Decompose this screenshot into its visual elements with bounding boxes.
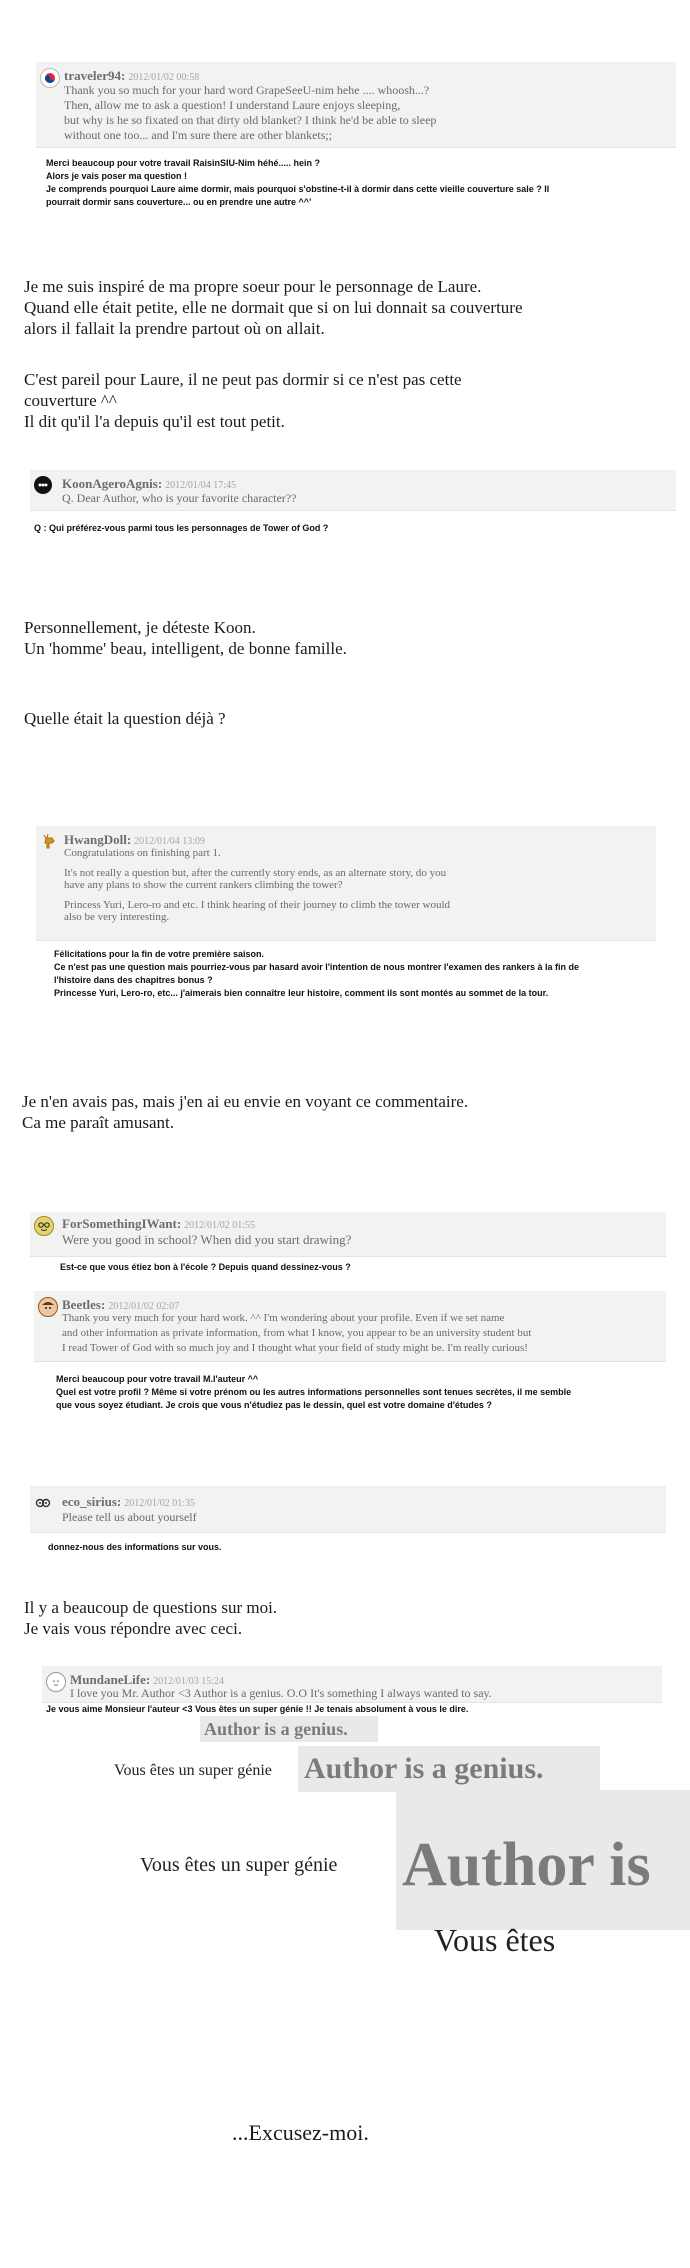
- comment-line: Please tell us about yourself: [62, 1510, 197, 1524]
- comment-date: 2012/01/02 01:55: [184, 1220, 256, 1231]
- comment-line: Thank you so much for your hard word GrapeSeeU-nim hehe .... whoosh...?: [64, 83, 430, 97]
- comment-card: [36, 62, 676, 148]
- narration-block: [24, 369, 462, 432]
- translation-line: Est-ce que vous étiez bon à l'école ? Depuis quand dessinez-vous ?: [60, 1262, 351, 1272]
- narration-block: [24, 617, 347, 659]
- narration-line: couverture ^^: [24, 391, 117, 410]
- comment-line: without one too... and I'm sure there are other blankets;;: [64, 128, 333, 142]
- comment-line: Then, allow me to ask a question! I understand Laure enjoys sleeping,: [64, 98, 401, 112]
- translation-line: Q : Qui préférez-vous parmi tous les personnages de Tower of God ?: [34, 523, 329, 533]
- blank-face-icon: [46, 1672, 66, 1692]
- narration-line: Quand elle était petite, elle ne dormait que si on lui donnait sa couverture: [24, 298, 523, 317]
- comment-line: but why is he so fixated on that dirty old blanket? I think he'd be able to sleep: [64, 113, 437, 127]
- comment-text: [64, 847, 450, 923]
- comment-translation: [34, 522, 328, 535]
- comment-translation: [48, 1541, 222, 1554]
- narration-block: [24, 708, 226, 729]
- comment-date: 2012/01/04 17:45: [165, 480, 236, 491]
- narration-line: C'est pareil pour Laure, il ne peut pas dormir si ce n'est pas cette: [24, 370, 462, 389]
- comment-date: 2012/01/02 02:07: [108, 1301, 180, 1312]
- comment-text: [62, 491, 296, 506]
- comment-line: Were you good in school? When did you start drawing?: [62, 1232, 352, 1247]
- comment-date: 2012/01/03 15:24: [153, 1676, 225, 1687]
- comment-line: Princess Yuri, Lero-ro and etc. I think hearing of their journey to climb the tower would: [64, 899, 451, 911]
- comment-line: I read Tower of God with so much joy and I thought what your field of study might be. I'm really curious!: [62, 1342, 528, 1354]
- eco-icon: [34, 1494, 52, 1512]
- deer-icon: [40, 832, 58, 850]
- narration-block: [24, 1597, 277, 1639]
- comment-card: [42, 1666, 662, 1703]
- comment-card: [30, 1486, 666, 1533]
- comment-username[interactable]: HwangDoll: 2012/01/04 13:09: [64, 832, 206, 847]
- translation-vous-etes: Vous êtes un super génie: [140, 1854, 338, 1876]
- narration-block: [22, 1091, 468, 1133]
- comment-card: [36, 826, 656, 941]
- comment-text: [62, 1510, 197, 1525]
- glasses-face-icon: [34, 1216, 54, 1236]
- comment-username[interactable]: MundaneLife: 2012/01/03 15:24: [70, 1672, 225, 1687]
- comment-line: [64, 891, 450, 899]
- comment-line: Q. Dear Author, who is your favorite character??: [62, 491, 297, 505]
- face-icon: [38, 1297, 58, 1317]
- narration-line: Personnellement, je déteste Koon.: [24, 618, 256, 637]
- narration-line: Il y a beaucoup de questions sur moi.: [24, 1598, 278, 1617]
- comment-text: [64, 83, 436, 143]
- translation-line: Félicitations pour la fin de votre première saison.: [54, 949, 265, 959]
- translation-line: Merci beaucoup pour votre travail M.l'auteur ^^: [56, 1374, 259, 1384]
- comment-username[interactable]: traveler94: 2012/01/02 00:58: [64, 68, 200, 83]
- narration-line: Je me suis inspiré de ma propre soeur pour le personnage de Laure.: [24, 277, 482, 296]
- genius-text: Author is a genius.: [204, 1719, 348, 1739]
- narration-block: [232, 2120, 369, 2146]
- translation-line: donnez-nous des informations sur vous.: [48, 1542, 222, 1552]
- genius-box-large: [396, 1790, 690, 1930]
- genius-box-medium: [298, 1746, 600, 1792]
- comment-line: and other information as private information, from what I know, you appear to be an university student but: [62, 1327, 532, 1339]
- comment-date: 2012/01/02 00:58: [128, 72, 200, 83]
- comment-username[interactable]: eco_sirius: 2012/01/02 01:35: [62, 1494, 196, 1509]
- translation-line: Je vous aime Monsieur l'auteur <3 Vous êtes un super génie !! Je tenais absolument à vous le dire.: [46, 1704, 469, 1714]
- comment-text: [62, 1232, 351, 1247]
- narration-line: Ca me paraît amusant.: [22, 1113, 175, 1132]
- genius-text: Author is: [402, 1831, 651, 1899]
- comment-line: have any plans to show the current rankers climbing the tower?: [64, 879, 343, 891]
- comment-username[interactable]: ForSomethingIWant: 2012/01/02 01:55: [62, 1216, 256, 1231]
- comment-line: It's not really a question but, after the currently story ends, as an alternate story, do you: [64, 867, 447, 879]
- translation-line: pourrait dormir sans couverture... ou en prendre une autre ^^': [46, 197, 312, 207]
- comment-translation: [46, 157, 549, 209]
- translation-line: Merci beaucoup pour votre travail RaisinSIU-Nim héhé..... hein ?: [46, 158, 321, 168]
- comment-card: [30, 1212, 666, 1257]
- comment-line: Congratulations on finishing part 1.: [64, 847, 221, 859]
- comment-translation: [60, 1261, 351, 1274]
- narration-line: Un 'homme' beau, intelligent, de bonne famille.: [24, 639, 347, 658]
- korea-flag-icon: [40, 68, 60, 88]
- narration-line: alors il fallait la prendre partout où on allait.: [24, 319, 325, 338]
- narration-line: Il dit qu'il l'a depuis qu'il est tout petit.: [24, 412, 285, 431]
- comment-card: [30, 470, 676, 511]
- comment-translation: [46, 1703, 468, 1716]
- narration-line: Je vais vous répondre avec ceci.: [24, 1619, 243, 1638]
- translation-line: l'histoire dans des chapitres bonus ?: [54, 975, 213, 985]
- comment-line: I love you Mr. Author <3 Author is a genius. O.O It's something I always wanted to say.: [70, 1686, 492, 1700]
- comment-card: [34, 1291, 666, 1362]
- comment-translation: [54, 948, 579, 1000]
- comment-translation: [56, 1373, 571, 1412]
- narration-block: [24, 276, 523, 339]
- narration-line: Je n'en avais pas, mais j'en ai eu envie en voyant ce commentaire.: [22, 1092, 469, 1111]
- translation-line: Je comprends pourquoi Laure aime dormir, mais pourquoi s'obstine-t-il à dormir dans cette vieille couverture sale ? Il: [46, 184, 550, 194]
- translation-line: Quel est votre profil ? Même si votre prénom ou les autres informations personnelles sont tenues secrètes, il me semble: [56, 1387, 572, 1397]
- comment-line: also be very interesting.: [64, 911, 170, 923]
- translation-line: Princesse Yuri, Lero-ro, etc... j'aimerais bien connaître leur histoire, comment ils sont montés au sommet de la tour.: [54, 988, 549, 998]
- translation-line: Alors je vais poser ma question !: [46, 171, 188, 181]
- comment-line: Thank you very much for your hard work. ^^ I'm wondering about your profile. Even if we set name: [62, 1312, 505, 1324]
- comment-username[interactable]: KoonAgeroAgnis: 2012/01/04 17:45: [62, 476, 236, 491]
- comment-line: [64, 859, 450, 867]
- translation-vous-etes: Vous êtes un super génie: [114, 1762, 272, 1779]
- speech-face-icon: [34, 476, 52, 494]
- translation-vous-etes: Vous êtes: [434, 1922, 556, 1958]
- narration-line: ...Excusez-moi.: [232, 2120, 369, 2145]
- translation-line: que vous soyez étudiant. Je crois que vous n'étudiez pas le dessin, quel est votre domaine d'études ?: [56, 1400, 492, 1410]
- narration-line: Quelle était la question déjà ?: [24, 709, 226, 728]
- genius-box-small: [200, 1716, 378, 1742]
- comment-username[interactable]: Beetles: 2012/01/02 02:07: [62, 1297, 180, 1312]
- translation-line: Ce n'est pas une question mais pourriez-vous par hasard avoir l'intention de nous montrer l'examen des rankers à la fin de: [54, 962, 580, 972]
- comment-text: [70, 1686, 492, 1701]
- comment-text: [62, 1311, 531, 1356]
- comment-date: 2012/01/04 13:09: [134, 836, 206, 847]
- comment-date: 2012/01/02 01:35: [124, 1498, 196, 1509]
- genius-text: Author is a genius.: [304, 1752, 544, 1785]
